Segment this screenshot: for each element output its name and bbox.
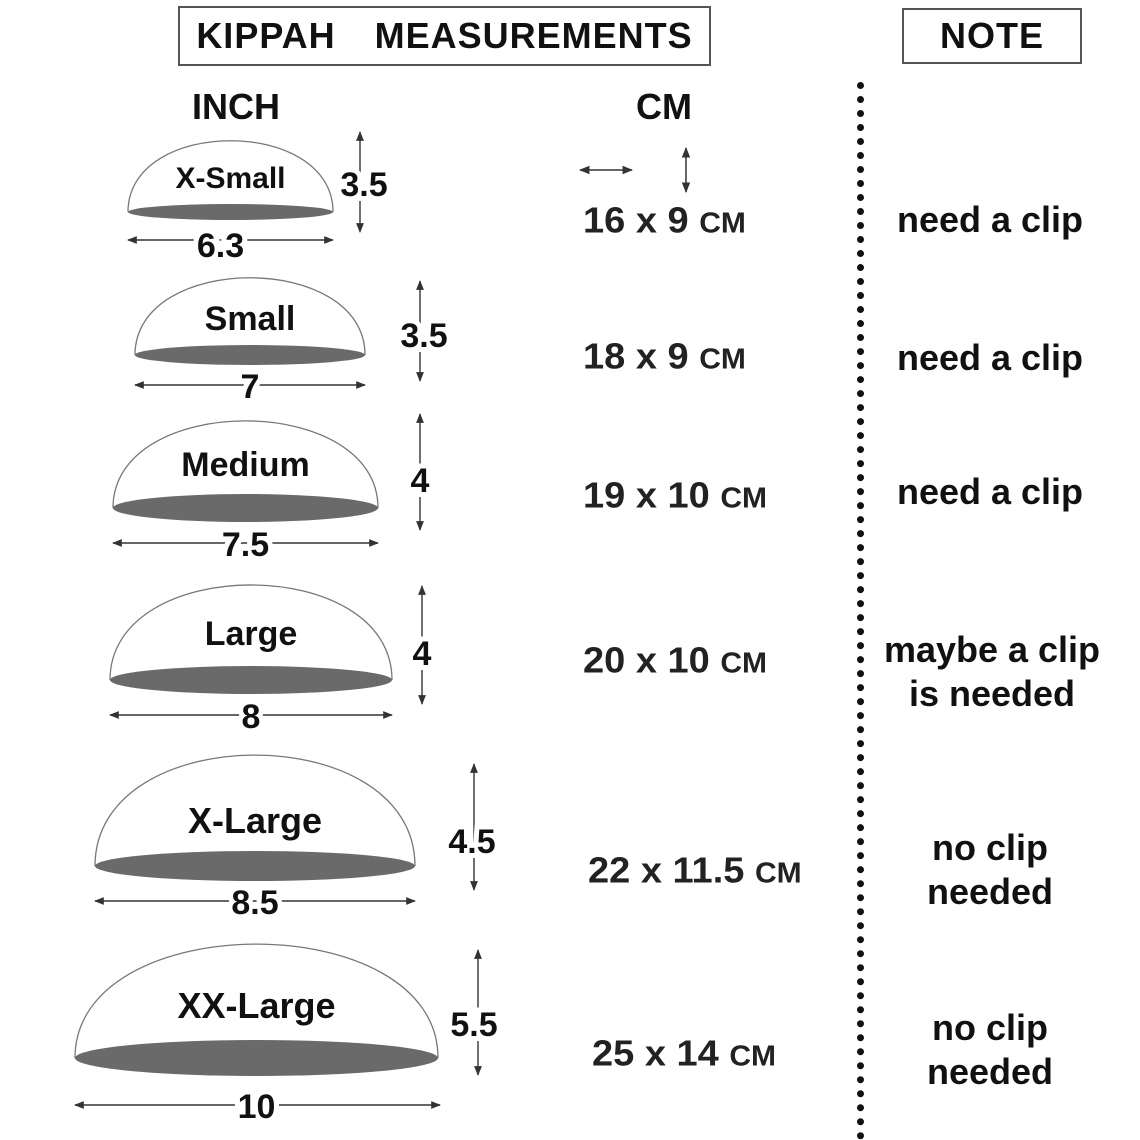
clip-note-line: maybe a clip [883,629,1101,670]
height-inch-label: 3.5 [400,317,448,355]
size-name: Medium [181,446,310,484]
clip-note [862,628,1122,716]
clip-note [860,1006,1120,1094]
clip-note-line: needed [926,871,1054,912]
height-inch-label: 4.5 [448,823,496,861]
cm-dimensions: 16 x 9 [583,201,700,241]
width-inch-label: 7.5 [221,526,270,564]
cm-dimensions: 20 x 10 [583,641,721,681]
kippah-medium [113,414,430,564]
cm-unit: CM [720,647,767,680]
cm-value [583,201,746,242]
cm-dimensions: 22 x 11.5 [588,851,755,891]
cm-dimensions: 25 x 14 [592,1034,730,1074]
kippah-small [135,278,448,406]
size-name: X-Large [187,800,323,841]
dome-base [135,345,365,365]
clip-note-line: needed [926,1051,1054,1092]
cm-value [583,337,746,378]
kippah-large [110,585,432,736]
size-name: X-Small [175,162,286,195]
cm-unit: CM [729,1040,776,1073]
width-inch-label: 7 [240,368,260,406]
page-title: KIPPAH MEASUREMENTS [178,6,711,66]
dome-base [110,666,392,694]
cm-value [592,1034,776,1075]
kippah-x-small [128,132,388,265]
kippah-xx-large [75,944,498,1126]
clip-note-line: is needed [908,673,1076,714]
height-inch-label: 4 [410,462,430,500]
width-inch-label: 8.5 [231,884,279,922]
clip-note-line: no clip [932,827,1048,868]
dome-base [75,1040,438,1076]
width-inch-label: 10 [237,1088,276,1126]
clip-note [860,336,1120,380]
size-name: Small [204,300,296,338]
cm-dimensions: 18 x 9 [583,337,700,377]
inch-column-heading: INCH [192,86,280,127]
height-inch-label: 4 [412,635,432,673]
clip-note-line: need a clip [896,471,1084,512]
note-heading: NOTE [902,8,1082,64]
cm-value [583,476,767,517]
clip-note-line: no clip [932,1007,1048,1048]
dome-base [128,204,333,220]
width-inch-label: 8 [241,698,261,736]
width-inch-label: 6.3 [196,227,245,265]
height-inch-label: 5.5 [450,1006,498,1044]
cm-unit: CM [754,857,802,890]
cm-unit: CM [720,482,767,515]
clip-note [860,826,1120,914]
cm-unit: CM [699,343,746,376]
clip-note [860,198,1120,242]
cm-arrow-legend [580,148,686,192]
dome-base [95,851,415,881]
cm-value [583,641,767,682]
size-name: Large [204,615,298,653]
dome-base [113,494,378,522]
cm-value [588,851,802,892]
clip-note-line: need a clip [896,199,1084,240]
cm-dimensions: 19 x 10 [583,476,721,516]
height-inch-label: 3.5 [340,166,388,204]
clip-note-line: need a clip [896,337,1084,378]
clip-note [860,470,1120,514]
cm-column-heading: CM [636,86,692,127]
cm-unit: CM [699,207,746,240]
kippah-x-large [95,755,496,922]
size-name: XX-Large [177,985,336,1026]
